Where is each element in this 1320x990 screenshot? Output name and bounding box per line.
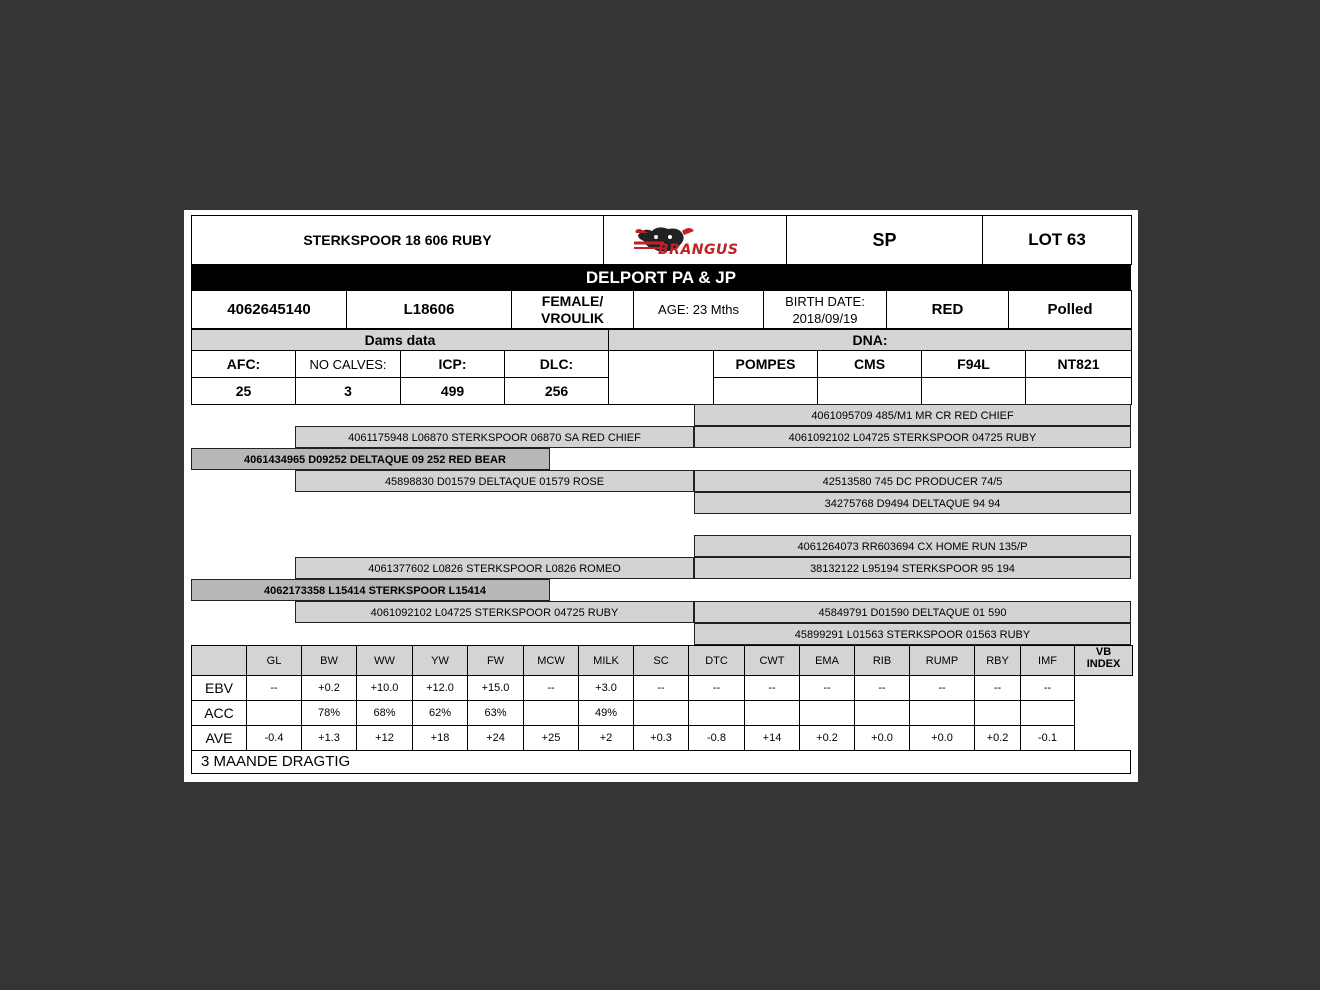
brangus-logo	[604, 216, 787, 265]
animal-name: STERKSPOOR 18 606 RUBY	[192, 216, 604, 265]
ebv-table	[191, 645, 1133, 751]
sex-line-2: VROULIK	[541, 309, 604, 326]
colour-field: RED	[887, 291, 1009, 329]
comment-box: 3 MAANDE DRAGTIG	[191, 750, 1131, 774]
dna-cms-header: CMS	[818, 351, 922, 378]
ebv-col-header: BW	[302, 646, 357, 676]
ebv-cell: 68%	[357, 701, 413, 726]
ebv-cell: --	[634, 676, 689, 701]
pedigree-dam: 4062173358 L15414 STERKSPOOR L15414	[191, 579, 550, 601]
lot-number: LOT 63	[983, 216, 1132, 265]
ebv-cell	[855, 701, 910, 726]
animal-tag: L18606	[347, 291, 512, 329]
pedigree-sire-sire-dam: 4061092102 L04725 STERKSPOOR 04725 RUBY	[694, 426, 1131, 448]
ebv-cell: +0.2	[302, 676, 357, 701]
ebv-col-header: WW	[357, 646, 413, 676]
ebv-cell: +12.0	[413, 676, 468, 701]
pedigree-dam-dam-dam: 45899291 L01563 STERKSPOOR 01563 RUBY	[694, 623, 1131, 645]
ebv-cell: +18	[413, 726, 468, 751]
ebv-cell: +0.2	[975, 726, 1021, 751]
pedigree-sire-dam-dam: 34275768 D9494 DELTAQUE 94 94	[694, 492, 1131, 514]
pedigree-dam-sire-dam: 38132122 L95194 STERKSPOOR 95 194	[694, 557, 1131, 579]
ebv-row	[192, 676, 1133, 701]
ebv-cell: +0.2	[800, 726, 855, 751]
breeder-code: SP	[787, 216, 983, 265]
ebv-cell: +1.3	[302, 726, 357, 751]
owner-banner: DELPORT PA & JP	[191, 265, 1131, 290]
pedigree-sire: 4061434965 D09252 DELTAQUE 09 252 RED BEAR	[191, 448, 550, 470]
ebv-col-header: MILK	[579, 646, 634, 676]
vb-index-line-2: INDEX	[1086, 658, 1121, 670]
header-table	[191, 215, 1132, 265]
ebv-row-label: EBV	[192, 676, 247, 701]
dna-f94l-value	[922, 378, 1026, 405]
dna-nt821-value	[1026, 378, 1132, 405]
sex-line-1: FEMALE/	[541, 292, 604, 309]
ebv-cell: 78%	[302, 701, 357, 726]
ebv-cell: --	[800, 676, 855, 701]
dlc-value: 256	[505, 378, 609, 405]
logo-text: BRANGUS	[658, 242, 739, 258]
icp-value: 499	[401, 378, 505, 405]
ebv-col-header: YW	[413, 646, 468, 676]
pedigree-dam-sire-sire: 4061264073 RR603694 CX HOME RUN 135/P	[694, 535, 1131, 557]
ebv-cell: +2	[579, 726, 634, 751]
ebv-cell	[247, 701, 302, 726]
ebv-cell: --	[745, 676, 800, 701]
ebv-cell	[524, 701, 579, 726]
ebv-cell	[800, 701, 855, 726]
birth-date-field	[764, 291, 887, 329]
no-calves-value: 3	[296, 378, 401, 405]
pedigree-dam-sire: 4061377602 L0826 STERKSPOOR L0826 ROMEO	[295, 557, 694, 579]
dna-cms-value	[818, 378, 922, 405]
ebv-cell: 49%	[579, 701, 634, 726]
ebv-cell: +14	[745, 726, 800, 751]
ebv-row	[192, 701, 1133, 726]
ebv-cell: +10.0	[357, 676, 413, 701]
dams-dna-table	[191, 329, 1132, 405]
ebv-corner-cell	[192, 646, 247, 676]
ebv-cell: --	[689, 676, 745, 701]
ebv-col-header: RUMP	[910, 646, 975, 676]
ebv-cell	[745, 701, 800, 726]
horn-field: Polled	[1009, 291, 1132, 329]
pedigree-sire-dam: 45898830 D01579 DELTAQUE 01579 ROSE	[295, 470, 694, 492]
info-table	[191, 290, 1132, 329]
pedigree-dam-dam-sire: 45849791 D01590 DELTAQUE 01 590	[694, 601, 1131, 623]
ebv-cell: +15.0	[468, 676, 524, 701]
ebv-row-label: AVE	[192, 726, 247, 751]
pedigree-sire-dam-sire: 42513580 745 DC PRODUCER 74/5	[694, 470, 1131, 492]
ebv-cell: +12	[357, 726, 413, 751]
dna-blank-cell	[609, 351, 714, 405]
icp-header: ICP:	[401, 351, 505, 378]
dams-data-title: Dams data	[192, 330, 609, 351]
afc-value: 25	[192, 378, 296, 405]
sale-card	[184, 210, 1138, 782]
ebv-cell: --	[855, 676, 910, 701]
ebv-cell	[975, 701, 1021, 726]
ebv-col-header: MCW	[524, 646, 579, 676]
afc-header: AFC:	[192, 351, 296, 378]
ebv-cell: --	[975, 676, 1021, 701]
ebv-cell: --	[247, 676, 302, 701]
ebv-cell: -0.4	[247, 726, 302, 751]
no-calves-header: NO CALVES:	[296, 351, 401, 378]
age-field: AGE: 23 Mths	[634, 291, 764, 329]
ebv-col-header: FW	[468, 646, 524, 676]
pedigree-sire-sire: 4061175948 L06870 STERKSPOOR 06870 SA RED CHIEF	[295, 426, 694, 448]
ebv-col-header: CWT	[745, 646, 800, 676]
ebv-cell	[689, 701, 745, 726]
ebv-cell: 62%	[413, 701, 468, 726]
ebv-cell: +0.0	[855, 726, 910, 751]
ebv-cell	[634, 701, 689, 726]
dna-f94l-header: F94L	[922, 351, 1026, 378]
dna-nt821-header: NT821	[1026, 351, 1132, 378]
ebv-row	[192, 726, 1133, 751]
ebv-col-header: SC	[634, 646, 689, 676]
birth-label: BIRTH DATE:	[785, 293, 865, 309]
ebv-cell: --	[1021, 676, 1075, 701]
ebv-cell: -0.8	[689, 726, 745, 751]
ebv-col-header: IMF	[1021, 646, 1075, 676]
ebv-cell	[1021, 701, 1075, 726]
dna-pompes-value	[714, 378, 818, 405]
ebv-col-header: GL	[247, 646, 302, 676]
ebv-cell: +3.0	[579, 676, 634, 701]
animal-id: 4062645140	[192, 291, 347, 329]
sex-field	[512, 291, 634, 329]
ebv-cell: +0.3	[634, 726, 689, 751]
ebv-cell: +0.0	[910, 726, 975, 751]
ebv-cell: 63%	[468, 701, 524, 726]
ebv-cell	[910, 701, 975, 726]
ebv-col-header: RIB	[855, 646, 910, 676]
ebv-cell: --	[910, 676, 975, 701]
ebv-col-header: DTC	[689, 646, 745, 676]
pedigree-sire-sire-sire: 4061095709 485/M1 MR CR RED CHIEF	[694, 404, 1131, 426]
dna-title: DNA:	[609, 330, 1132, 351]
vb-index-line-1: VB	[1095, 646, 1112, 658]
ebv-cell: --	[524, 676, 579, 701]
ebv-cell: +25	[524, 726, 579, 751]
ebv-col-header: EMA	[800, 646, 855, 676]
dlc-header: DLC:	[505, 351, 609, 378]
dna-pompes-header: POMPES	[714, 351, 818, 378]
vb-index-header	[1075, 646, 1133, 676]
ebv-cell: -0.1	[1021, 726, 1075, 751]
ebv-cell: +24	[468, 726, 524, 751]
ebv-row-label: ACC	[192, 701, 247, 726]
ebv-col-header: RBY	[975, 646, 1021, 676]
birth-date: 2018/09/19	[792, 310, 858, 326]
pedigree-dam-dam: 4061092102 L04725 STERKSPOOR 04725 RUBY	[295, 601, 694, 623]
